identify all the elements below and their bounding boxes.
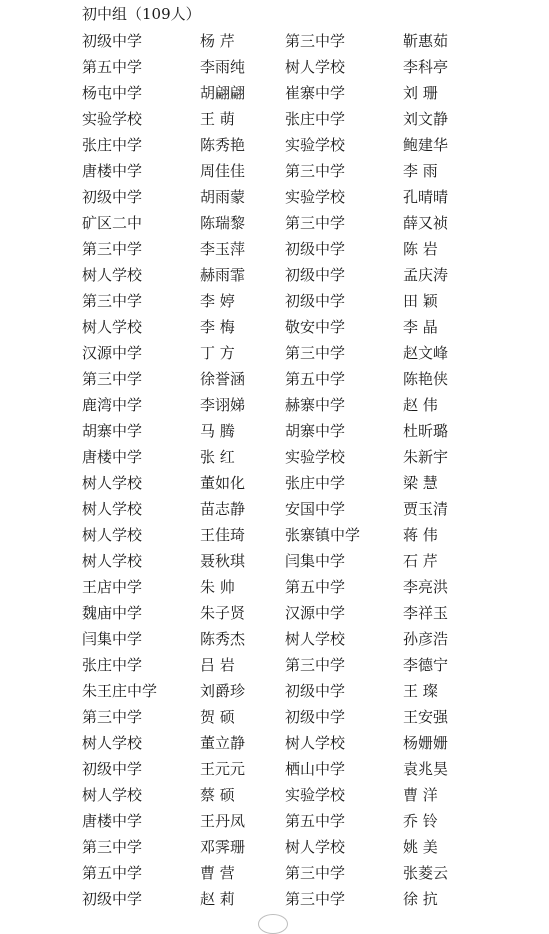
roster-row: [0, 626, 549, 652]
left-school-cell: 树人学校: [82, 500, 143, 518]
right-name-cell: 李亮洪: [403, 578, 449, 596]
roster-row: [0, 184, 549, 210]
right-school-cell: 第五中学: [285, 812, 346, 830]
left-school-cell: 树人学校: [82, 552, 143, 570]
left-name-cell: 苗志静: [200, 500, 246, 518]
right-school-cell: 第三中学: [285, 32, 346, 50]
left-name-cell: 张 红: [200, 448, 235, 466]
left-name-cell: 李诩娣: [200, 396, 246, 414]
left-name-cell: 贺 硕: [200, 708, 235, 726]
roster-row: [0, 158, 549, 184]
left-school-cell: 鹿湾中学: [82, 396, 143, 414]
right-name-cell: 靳惠茹: [403, 32, 449, 50]
group-title: 初中组（109人）: [82, 5, 201, 23]
left-school-cell: 第五中学: [82, 58, 143, 76]
right-school-cell: 崔寨中学: [285, 84, 346, 102]
right-school-cell: 栖山中学: [285, 760, 346, 778]
left-name-cell: 丁 方: [200, 344, 235, 362]
roster-row: [0, 730, 549, 756]
right-school-cell: 第三中学: [285, 344, 346, 362]
right-name-cell: 鲍建华: [403, 136, 449, 154]
left-name-cell: 邓霁珊: [200, 838, 246, 856]
right-school-cell: 第三中学: [285, 656, 346, 674]
right-school-cell: 实验学校: [285, 786, 346, 804]
right-school-cell: 第三中学: [285, 890, 346, 908]
right-school-cell: 第五中学: [285, 370, 346, 388]
right-school-cell: 初级中学: [285, 266, 346, 284]
right-school-cell: 初级中学: [285, 240, 346, 258]
right-name-cell: 李科亭: [403, 58, 449, 76]
roster-row: [0, 808, 549, 834]
right-name-cell: 孔晴晴: [403, 188, 449, 206]
right-name-cell: 李祥玉: [403, 604, 449, 622]
left-name-cell: 陈瑞黎: [200, 214, 246, 232]
right-name-cell: 孟庆涛: [403, 266, 449, 284]
left-school-cell: 朱王庄中学: [82, 682, 158, 700]
right-school-cell: 胡寨中学: [285, 422, 346, 440]
roster-row: [0, 314, 549, 340]
left-name-cell: 李玉萍: [200, 240, 246, 258]
roster-row: [0, 600, 549, 626]
right-name-cell: 袁兆昊: [403, 760, 449, 778]
right-school-cell: 闫集中学: [285, 552, 346, 570]
roster-row: [0, 210, 549, 236]
left-school-cell: 张庄中学: [82, 136, 143, 154]
left-school-cell: 初级中学: [82, 760, 143, 778]
roster-row: [0, 132, 549, 158]
right-school-cell: 树人学校: [285, 58, 346, 76]
left-name-cell: 董立静: [200, 734, 246, 752]
left-name-cell: 李 婷: [200, 292, 235, 310]
right-name-cell: 李德宁: [403, 656, 449, 674]
left-name-cell: 胡翩翩: [200, 84, 246, 102]
roster-row: [0, 392, 549, 418]
right-name-cell: 杜昕璐: [403, 422, 449, 440]
left-name-cell: 刘爵珍: [200, 682, 246, 700]
right-name-cell: 王安强: [403, 708, 449, 726]
left-school-cell: 张庄中学: [82, 656, 143, 674]
page-marker: [258, 914, 288, 934]
left-name-cell: 王佳琦: [200, 526, 246, 544]
roster-row: [0, 886, 549, 912]
roster-row: [0, 522, 549, 548]
right-name-cell: 张菱云: [403, 864, 449, 882]
roster-row: [0, 496, 549, 522]
right-name-cell: 赵 伟: [403, 396, 438, 414]
left-school-cell: 矿区二中: [82, 214, 143, 232]
left-name-cell: 王 萌: [200, 110, 235, 128]
left-name-cell: 陈秀杰: [200, 630, 246, 648]
roster-row: [0, 28, 549, 54]
right-name-cell: 田 颖: [403, 292, 438, 310]
right-name-cell: 李 雨: [403, 162, 438, 180]
left-school-cell: 树人学校: [82, 526, 143, 544]
left-name-cell: 朱子贤: [200, 604, 246, 622]
roster-row: [0, 834, 549, 860]
roster-row: [0, 80, 549, 106]
left-school-cell: 树人学校: [82, 318, 143, 336]
right-school-cell: 第五中学: [285, 578, 346, 596]
left-school-cell: 唐楼中学: [82, 162, 143, 180]
roster-row: [0, 678, 549, 704]
right-name-cell: 王 璨: [403, 682, 438, 700]
left-school-cell: 第三中学: [82, 240, 143, 258]
right-school-cell: 初级中学: [285, 292, 346, 310]
left-school-cell: 胡寨中学: [82, 422, 143, 440]
left-name-cell: 赫雨霏: [200, 266, 246, 284]
left-school-cell: 闫集中学: [82, 630, 143, 648]
right-name-cell: 石 芹: [403, 552, 438, 570]
left-school-cell: 初级中学: [82, 890, 143, 908]
right-school-cell: 实验学校: [285, 188, 346, 206]
right-school-cell: 第三中学: [285, 864, 346, 882]
right-school-cell: 树人学校: [285, 734, 346, 752]
left-name-cell: 李 梅: [200, 318, 235, 336]
roster-row: [0, 340, 549, 366]
left-school-cell: 树人学校: [82, 786, 143, 804]
left-name-cell: 马 腾: [200, 422, 235, 440]
right-school-cell: 汉源中学: [285, 604, 346, 622]
right-name-cell: 李 晶: [403, 318, 438, 336]
roster-row: [0, 366, 549, 392]
right-name-cell: 孙彦浩: [403, 630, 449, 648]
right-school-cell: 第三中学: [285, 214, 346, 232]
roster-row: [0, 860, 549, 886]
right-name-cell: 曹 洋: [403, 786, 438, 804]
right-name-cell: 蒋 伟: [403, 526, 438, 544]
left-name-cell: 聂秋琪: [200, 552, 246, 570]
roster-row: [0, 288, 549, 314]
right-school-cell: 赫寨中学: [285, 396, 346, 414]
roster-row: [0, 418, 549, 444]
left-school-cell: 树人学校: [82, 266, 143, 284]
right-name-cell: 陈艳侠: [403, 370, 449, 388]
left-school-cell: 初级中学: [82, 188, 143, 206]
right-name-cell: 徐 抗: [403, 890, 438, 908]
left-school-cell: 第三中学: [82, 708, 143, 726]
left-school-cell: 唐楼中学: [82, 448, 143, 466]
left-name-cell: 董如化: [200, 474, 246, 492]
left-name-cell: 吕 岩: [200, 656, 235, 674]
left-name-cell: 周佳佳: [200, 162, 246, 180]
roster-row: [0, 262, 549, 288]
right-school-cell: 第三中学: [285, 162, 346, 180]
right-school-cell: 实验学校: [285, 448, 346, 466]
left-name-cell: 杨 芹: [200, 32, 235, 50]
right-school-cell: 实验学校: [285, 136, 346, 154]
right-name-cell: 杨姗姗: [403, 734, 449, 752]
roster-row: [0, 54, 549, 80]
roster-row: [0, 652, 549, 678]
left-school-cell: 杨屯中学: [82, 84, 143, 102]
roster-row: [0, 756, 549, 782]
right-name-cell: 刘文静: [403, 110, 449, 128]
right-school-cell: 安国中学: [285, 500, 346, 518]
left-name-cell: 胡雨蒙: [200, 188, 246, 206]
right-school-cell: 树人学校: [285, 838, 346, 856]
roster-row: [0, 444, 549, 470]
left-school-cell: 汉源中学: [82, 344, 143, 362]
roster-row: [0, 470, 549, 496]
left-name-cell: 陈秀艳: [200, 136, 246, 154]
roster-row: [0, 574, 549, 600]
left-name-cell: 赵 莉: [200, 890, 235, 908]
roster-row: [0, 548, 549, 574]
left-name-cell: 曹 营: [200, 864, 235, 882]
right-name-cell: 赵文峰: [403, 344, 449, 362]
right-name-cell: 贾玉清: [403, 500, 449, 518]
right-school-cell: 初级中学: [285, 682, 346, 700]
right-name-cell: 薛又祯: [403, 214, 449, 232]
right-school-cell: 张庄中学: [285, 110, 346, 128]
left-school-cell: 魏庙中学: [82, 604, 143, 622]
left-name-cell: 蔡 硕: [200, 786, 235, 804]
right-name-cell: 陈 岩: [403, 240, 438, 258]
left-school-cell: 初级中学: [82, 32, 143, 50]
left-school-cell: 第五中学: [82, 864, 143, 882]
right-school-cell: 张庄中学: [285, 474, 346, 492]
right-name-cell: 刘 珊: [403, 84, 438, 102]
left-name-cell: 徐誉涵: [200, 370, 246, 388]
left-school-cell: 唐楼中学: [82, 812, 143, 830]
left-name-cell: 王元元: [200, 760, 246, 778]
left-school-cell: 第三中学: [82, 838, 143, 856]
right-school-cell: 敬安中学: [285, 318, 346, 336]
right-school-cell: 张寨镇中学: [285, 526, 361, 544]
roster-row: [0, 106, 549, 132]
roster-row: [0, 782, 549, 808]
left-school-cell: 实验学校: [82, 110, 143, 128]
right-name-cell: 姚 美: [403, 838, 438, 856]
left-name-cell: 王丹凤: [200, 812, 246, 830]
right-school-cell: 初级中学: [285, 708, 346, 726]
left-school-cell: 树人学校: [82, 474, 143, 492]
left-school-cell: 王店中学: [82, 578, 143, 596]
roster-row: [0, 236, 549, 262]
left-school-cell: 第三中学: [82, 292, 143, 310]
left-name-cell: 朱 帅: [200, 578, 235, 596]
roster-list: [0, 28, 549, 912]
right-name-cell: 梁 慧: [403, 474, 438, 492]
left-school-cell: 第三中学: [82, 370, 143, 388]
roster-row: [0, 704, 549, 730]
right-name-cell: 朱新宇: [403, 448, 449, 466]
right-school-cell: 树人学校: [285, 630, 346, 648]
left-name-cell: 李雨纯: [200, 58, 246, 76]
right-name-cell: 乔 铃: [403, 812, 438, 830]
left-school-cell: 树人学校: [82, 734, 143, 752]
